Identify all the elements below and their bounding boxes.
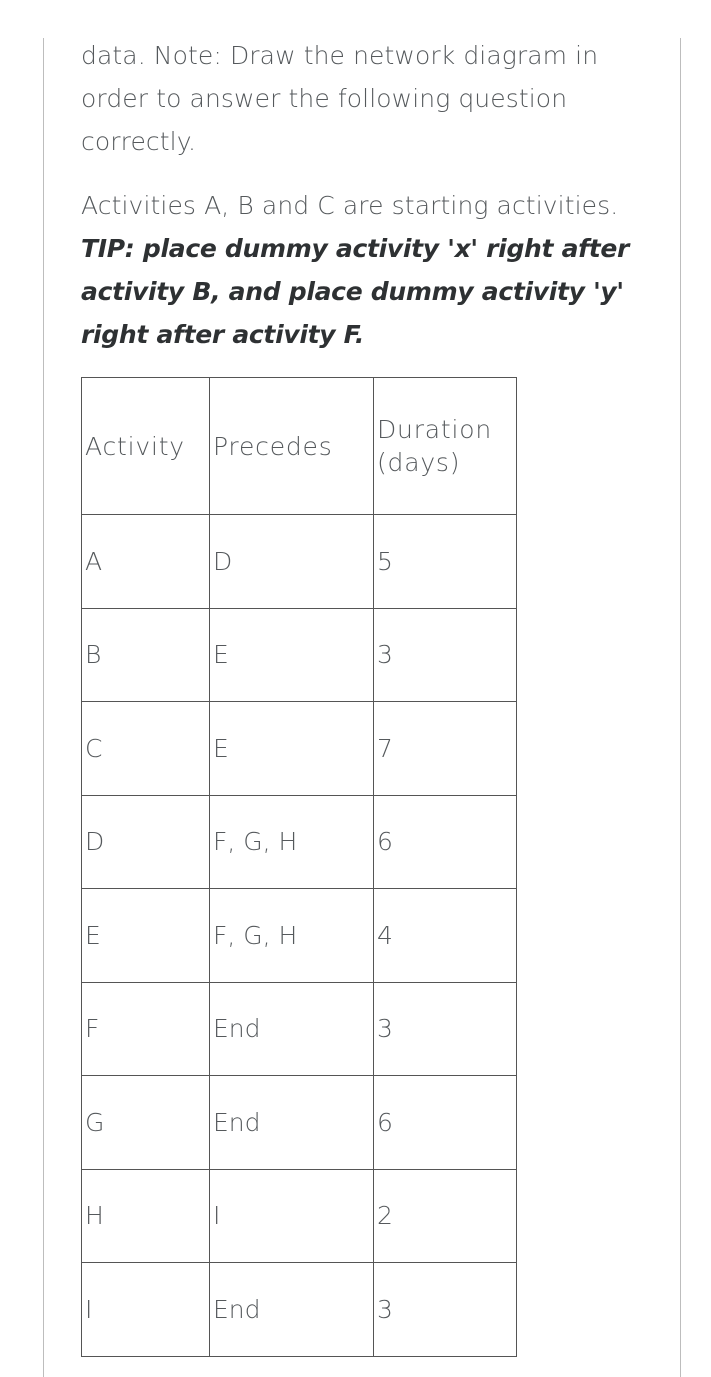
intro-text: data. Note: Draw the network diagram in order to answer the following question correctly. xyxy=(81,41,599,156)
table-row xyxy=(82,982,517,1076)
cell-activity: I xyxy=(82,1263,210,1357)
tip-text: TIP: place dummy activity 'x' right after activity B, and place dummy activity 'y' right after activity F. xyxy=(81,234,630,349)
cell-precedes: F, G, H xyxy=(210,889,374,983)
header-activity: Activity xyxy=(82,378,210,515)
problem-statement xyxy=(81,184,641,356)
cell-activity: C xyxy=(82,702,210,796)
cell-activity: G xyxy=(82,1076,210,1170)
cell-precedes: End xyxy=(210,982,374,1076)
cell-duration: 3 xyxy=(374,982,517,1076)
table-row xyxy=(82,1076,517,1170)
cell-precedes: End xyxy=(210,1076,374,1170)
cell-activity: B xyxy=(82,608,210,702)
cell-duration: 7 xyxy=(374,702,517,796)
cell-precedes: E xyxy=(210,608,374,702)
table-row xyxy=(82,889,517,983)
table-row xyxy=(82,515,517,609)
cell-duration: 6 xyxy=(374,1076,517,1170)
cell-precedes: F, G, H xyxy=(210,795,374,889)
cell-precedes: I xyxy=(210,1169,374,1263)
table-row xyxy=(82,1263,517,1357)
cell-duration: 3 xyxy=(374,1263,517,1357)
cell-precedes: E xyxy=(210,702,374,796)
table-row xyxy=(82,608,517,702)
cell-activity: D xyxy=(82,795,210,889)
cell-precedes: D xyxy=(210,515,374,609)
starting-activities-text: Activities A, B and C are starting activities. xyxy=(81,191,619,220)
header-duration: Duration (days) xyxy=(374,378,517,515)
table-row xyxy=(82,795,517,889)
table-header-row xyxy=(82,378,517,515)
table-row xyxy=(82,1169,517,1263)
left-border-line xyxy=(43,38,44,1377)
table-row xyxy=(82,702,517,796)
right-border-line xyxy=(680,38,681,1377)
cell-duration: 6 xyxy=(374,795,517,889)
cell-activity: H xyxy=(82,1169,210,1263)
cell-activity: F xyxy=(82,982,210,1076)
cell-duration: 4 xyxy=(374,889,517,983)
cell-duration: 2 xyxy=(374,1169,517,1263)
cell-precedes: End xyxy=(210,1263,374,1357)
cell-duration: 3 xyxy=(374,608,517,702)
cell-activity: A xyxy=(82,515,210,609)
activity-table xyxy=(81,377,517,1357)
cell-duration: 5 xyxy=(374,515,517,609)
header-precedes: Precedes xyxy=(210,378,374,515)
question-body xyxy=(81,34,641,356)
cell-activity: E xyxy=(82,889,210,983)
